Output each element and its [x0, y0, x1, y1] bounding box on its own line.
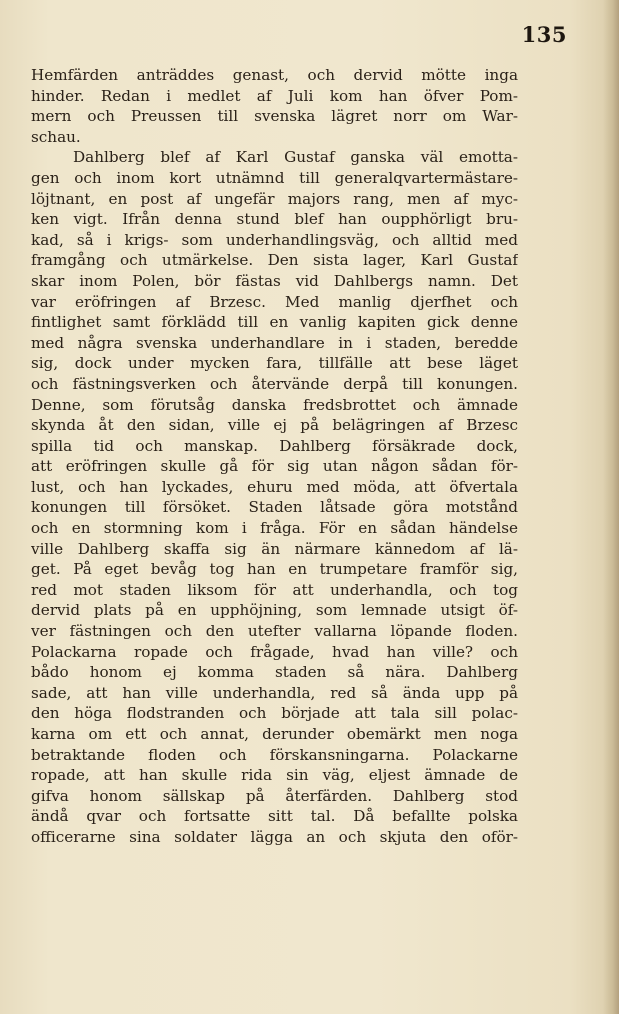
text-line: var eröfringen af Brzesc. Med manlig djerfhet och: [31, 292, 518, 311]
text-line: konungen till försöket. Staden låtsade göra motstånd: [31, 498, 518, 517]
text-line: löjtnant, en post af ungefär majors rang, men af myc-: [31, 189, 518, 208]
text-line: hinder. Redan i medlet af Juli kom han öfver Pom-: [31, 86, 518, 105]
body-text: [31, 65, 518, 848]
text-line: skynda åt den sidan, ville ej på belägringen af Brzesc: [31, 416, 518, 435]
text-line: framgång och utmärkelse. Den sista lager, Karl Gustaf: [31, 251, 518, 270]
text-line: och en stormning kom i fråga. För en sådan händelse: [31, 519, 518, 538]
page-edge-shadow: [603, 0, 619, 1014]
text-line: spilla tid och manskap. Dahlberg försäkrade dock,: [31, 436, 518, 455]
text-line: ver fästningen och den utefter vallarna löpande floden.: [31, 622, 518, 641]
text-line: ropade, att han skulle rida sin väg, eljest ämnade de: [31, 766, 518, 785]
text-line: den höga flodstranden och började att tala sill polac-: [31, 704, 518, 723]
text-line: skar inom Polen, bör fästas vid Dahlbergs namn. Det: [31, 271, 518, 290]
text-line: ville Dahlberg skaffa sig än närmare kännedom af lä-: [31, 539, 518, 558]
text-line: bådo honom ej komma staden så nära. Dahlberg: [31, 663, 518, 682]
text-line: schau.: [31, 127, 81, 146]
text-line: sig, dock under mycken fara, tillfälle att bese läget: [31, 354, 518, 373]
text-line: och fästningsverken och återvände derpå till konungen.: [31, 374, 518, 393]
text-line: mern och Preussen till svenska lägret norr om War-: [31, 107, 518, 126]
text-line: med några svenska underhandlare in i staden, beredde: [31, 333, 518, 352]
text-line: ken vigt. Ifrån denna stund blef han oupphörligt bru-: [31, 210, 518, 229]
text-line: get. På eget bevåg tog han en trumpetare framför sig,: [31, 560, 518, 579]
text-line: gen och inom kort utnämnd till generalqvartermästare-: [31, 168, 518, 187]
text-line: betraktande floden och förskansningarna. Polackarne: [31, 745, 518, 764]
text-line: att eröfringen skulle gå för sig utan någon sådan för-: [31, 457, 518, 476]
text-line: officerarne sina soldater lägga an och skjuta den oför-: [31, 827, 518, 846]
text-line: Hemfärden anträddes genast, och dervid mötte inga: [31, 66, 518, 84]
page-number: 135: [521, 22, 567, 47]
text-line: karna om ett och annat, derunder obemärkt men noga: [31, 725, 518, 743]
text-line: kad, så i krigs- som underhandlingsväg, och alltid med: [31, 230, 518, 249]
text-line: gifva honom sällskap på återfärden. Dahlberg stod: [31, 786, 518, 805]
text-line: fintlighet samt förklädd till en vanlig kapiten gick denne: [31, 313, 518, 332]
text-line: sade, att han ville underhandla, red så ända upp på: [31, 683, 518, 702]
text-line: lust, och han lyckades, ehuru med möda, att öfvertala: [31, 477, 518, 496]
text-line: ändå qvar och fortsatte sitt tal. Då befallte polska: [31, 807, 518, 826]
text-line: red mot staden liksom för att underhandla, och tog: [31, 580, 518, 599]
text-line: Dahlberg blef af Karl Gustaf ganska väl emotta-: [73, 148, 518, 167]
text-line: Denne, som förutsåg danska fredsbrottet och ämnade: [31, 395, 518, 414]
text-line: dervid plats på en upphöjning, som lemnade utsigt öf-: [31, 601, 518, 620]
text-line: Polackarna ropade och frågade, hvad han ville? och: [31, 642, 518, 661]
